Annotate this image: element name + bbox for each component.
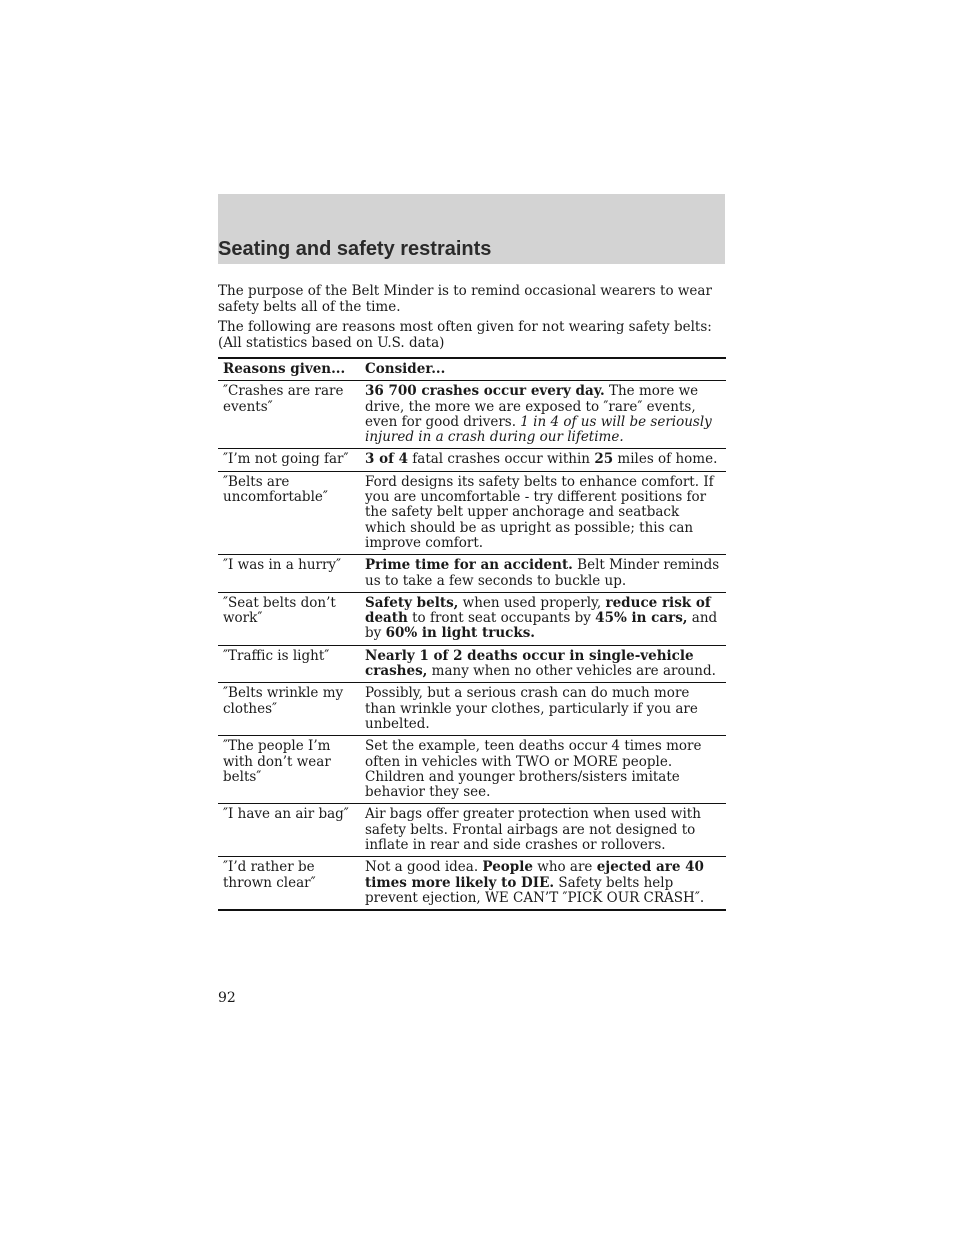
consider-text: Nearly 1 of 2 deaths occur in single-vehicle crashes, (365, 647, 694, 680)
reasons-intro (218, 319, 728, 351)
consider-text: who are (532, 859, 597, 876)
consider-cell (360, 645, 726, 683)
consider-cell (360, 592, 726, 645)
consider-text: Air bags offer greater protection when used with safety belts. Frontal airbags are not designed to inflate in rear and side crashes or rollovers. (365, 806, 701, 854)
table-row (218, 449, 726, 471)
consider-text: 3 of 4 (365, 451, 408, 468)
consider-text: and by (365, 610, 718, 642)
consider-text: 25 (594, 451, 614, 468)
table-row (218, 555, 726, 593)
reason-cell: ″The people I’m with don’t wear belts″ (218, 736, 360, 804)
reason-cell: ″Crashes are rare events″ (218, 381, 360, 449)
consider-text: miles of home. (613, 451, 718, 468)
page-number: 92 (218, 990, 236, 1006)
reasons-column-header: Reasons given... (218, 358, 360, 381)
reason-cell: ″I was in a hurry″ (218, 555, 360, 593)
table-row (218, 471, 726, 554)
consider-cell (360, 449, 726, 471)
table-header-row (218, 358, 726, 381)
reasons-intro-text: The following are reasons most often given for not wearing safety belts: (218, 319, 712, 335)
consider-text: ejected are 40 times more likely to DIE. (365, 859, 704, 891)
section-title: Seating and safety restraints (218, 238, 492, 260)
consider-text: Safety belts, (365, 594, 459, 611)
consider-text: Safety belts help prevent ejection, WE CAN’T ″PICK OUR CRASH″. (365, 874, 705, 906)
consider-text: to front seat occupants by (407, 610, 596, 627)
consider-cell (360, 683, 726, 736)
consider-cell (360, 736, 726, 804)
reason-cell: ″Traffic is light″ (218, 645, 360, 683)
consider-cell (360, 804, 726, 857)
statistics-note: (All statistics based on U.S. data) (218, 335, 445, 351)
table-row (218, 736, 726, 804)
consider-text: Prime time for an accident. (365, 557, 573, 574)
consider-cell (360, 555, 726, 593)
consider-text: fatal crashes occur within (408, 451, 595, 468)
table-row (218, 857, 726, 910)
consider-text: 60% in light trucks. (385, 625, 536, 642)
consider-text: Belt Minder reminds us to take a few seconds to buckle up. (365, 557, 720, 589)
reason-cell: ″I’m not going far″ (218, 449, 360, 471)
consider-text: many when no other vehicles are around. (427, 663, 716, 680)
table-row (218, 645, 726, 683)
consider-cell (360, 471, 726, 554)
consider-text: 1 in 4 of us will be seriously injured in a crash during our lifetime. (365, 413, 712, 446)
consider-text: Ford designs its safety belts to enhance comfort. If you are uncomfortable - try different positions for the safety belt upper anchorage and seatback which should be as upright as possible; this can improve comfort. (365, 473, 714, 551)
table-row (218, 804, 726, 857)
consider-text: 45% in cars, (595, 610, 688, 627)
consider-text: when used properly, (458, 594, 606, 611)
intro-paragraph: The purpose of the Belt Minder is to remind occasional wearers to wear safety belts all of the time. (218, 283, 712, 315)
table-row (218, 592, 726, 645)
consider-text: The more we drive, the more we are exposed to ″rare″ events, even for good drivers. (365, 383, 699, 430)
consider-text: People (482, 859, 533, 876)
consider-text: Set the example, teen deaths occur 4 times more often in vehicles with TWO or MORE people. Children and younger brothers/sisters imitate behavior they see. (365, 738, 702, 801)
table-row (218, 683, 726, 736)
reason-cell: ″I have an air bag″ (218, 804, 360, 857)
consider-column-header: Consider... (360, 358, 726, 381)
reasons-table (218, 357, 726, 911)
consider-text: Possibly, but a serious crash can do much more than wrinkle your clothes, particularly if you are unbelted. (365, 685, 698, 732)
reason-cell: ″Belts wrinkle my clothes″ (218, 683, 360, 736)
consider-text: reduce risk of death (365, 594, 711, 627)
consider-text: 36 700 crashes occur every day. (365, 383, 605, 400)
table-row (218, 381, 726, 449)
consider-cell (360, 857, 726, 910)
consider-text: Not a good idea. (365, 859, 483, 876)
reason-cell: ″Belts are uncomfortable″ (218, 471, 360, 554)
reason-cell: ″I’d rather be thrown clear″ (218, 857, 360, 910)
reason-cell: ″Seat belts don’t work″ (218, 592, 360, 645)
consider-cell (360, 381, 726, 449)
